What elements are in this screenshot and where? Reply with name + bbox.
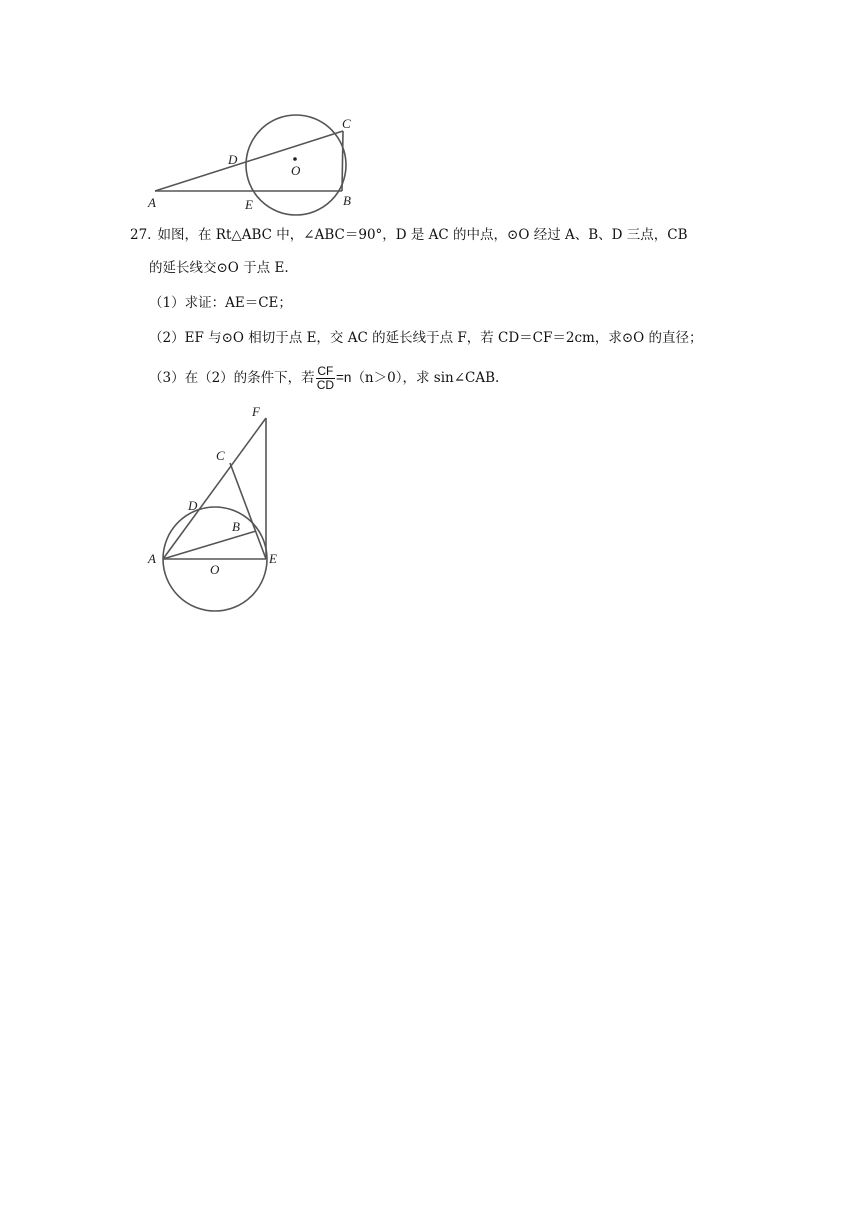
problem-stem-line2: 的延长线交⊙O 于点 E. — [149, 260, 289, 276]
problem-stem-line1 — [130, 225, 688, 245]
problem-part1: （1）求证：AE＝CE； — [149, 295, 292, 311]
label-o: O — [291, 163, 301, 178]
bottom-figure — [140, 400, 300, 620]
label-c: C — [216, 448, 225, 463]
bottom-figure-svg — [140, 400, 300, 620]
label-c: C — [342, 116, 351, 131]
problem-number: 27. — [130, 227, 152, 243]
label-f: F — [252, 404, 260, 419]
top-figure-svg — [140, 95, 370, 220]
center-dot — [293, 157, 297, 161]
label-b: B — [232, 519, 240, 534]
label-d: D — [188, 498, 198, 513]
label-a: A — [148, 551, 156, 566]
label-o: O — [210, 562, 220, 577]
fraction-cf-cd — [316, 365, 335, 392]
top-figure — [140, 95, 370, 220]
problem-part2: （2）EF 与⊙O 相切于点 E，交 AC 的延长线于点 F，若 CD＝CF＝2cm，求⊙O 的直径； — [149, 330, 703, 346]
segment-ab — [163, 531, 256, 559]
part3-equals-n: =n — [336, 370, 352, 385]
label-d: D — [228, 152, 238, 167]
part3-prefix: （3）在（2）的条件下，若 — [149, 370, 315, 386]
label-e: E — [269, 551, 277, 566]
fraction-denominator: CD — [316, 378, 335, 392]
segment-af — [163, 418, 266, 559]
label-a: A — [148, 195, 156, 210]
problem-part3 — [149, 365, 499, 392]
part3-suffix: （n＞0），求 sin∠CAB. — [351, 370, 500, 386]
label-b: B — [343, 193, 351, 208]
label-e: E — [245, 197, 253, 212]
fraction-numerator: CF — [317, 364, 334, 378]
stem-text-1: 如图，在 Rt△ABC 中，∠ABC＝90°，D 是 AC 的中点，⊙O 经过 A、B、D 三点，CB — [157, 227, 688, 243]
segment-cb — [342, 131, 343, 191]
